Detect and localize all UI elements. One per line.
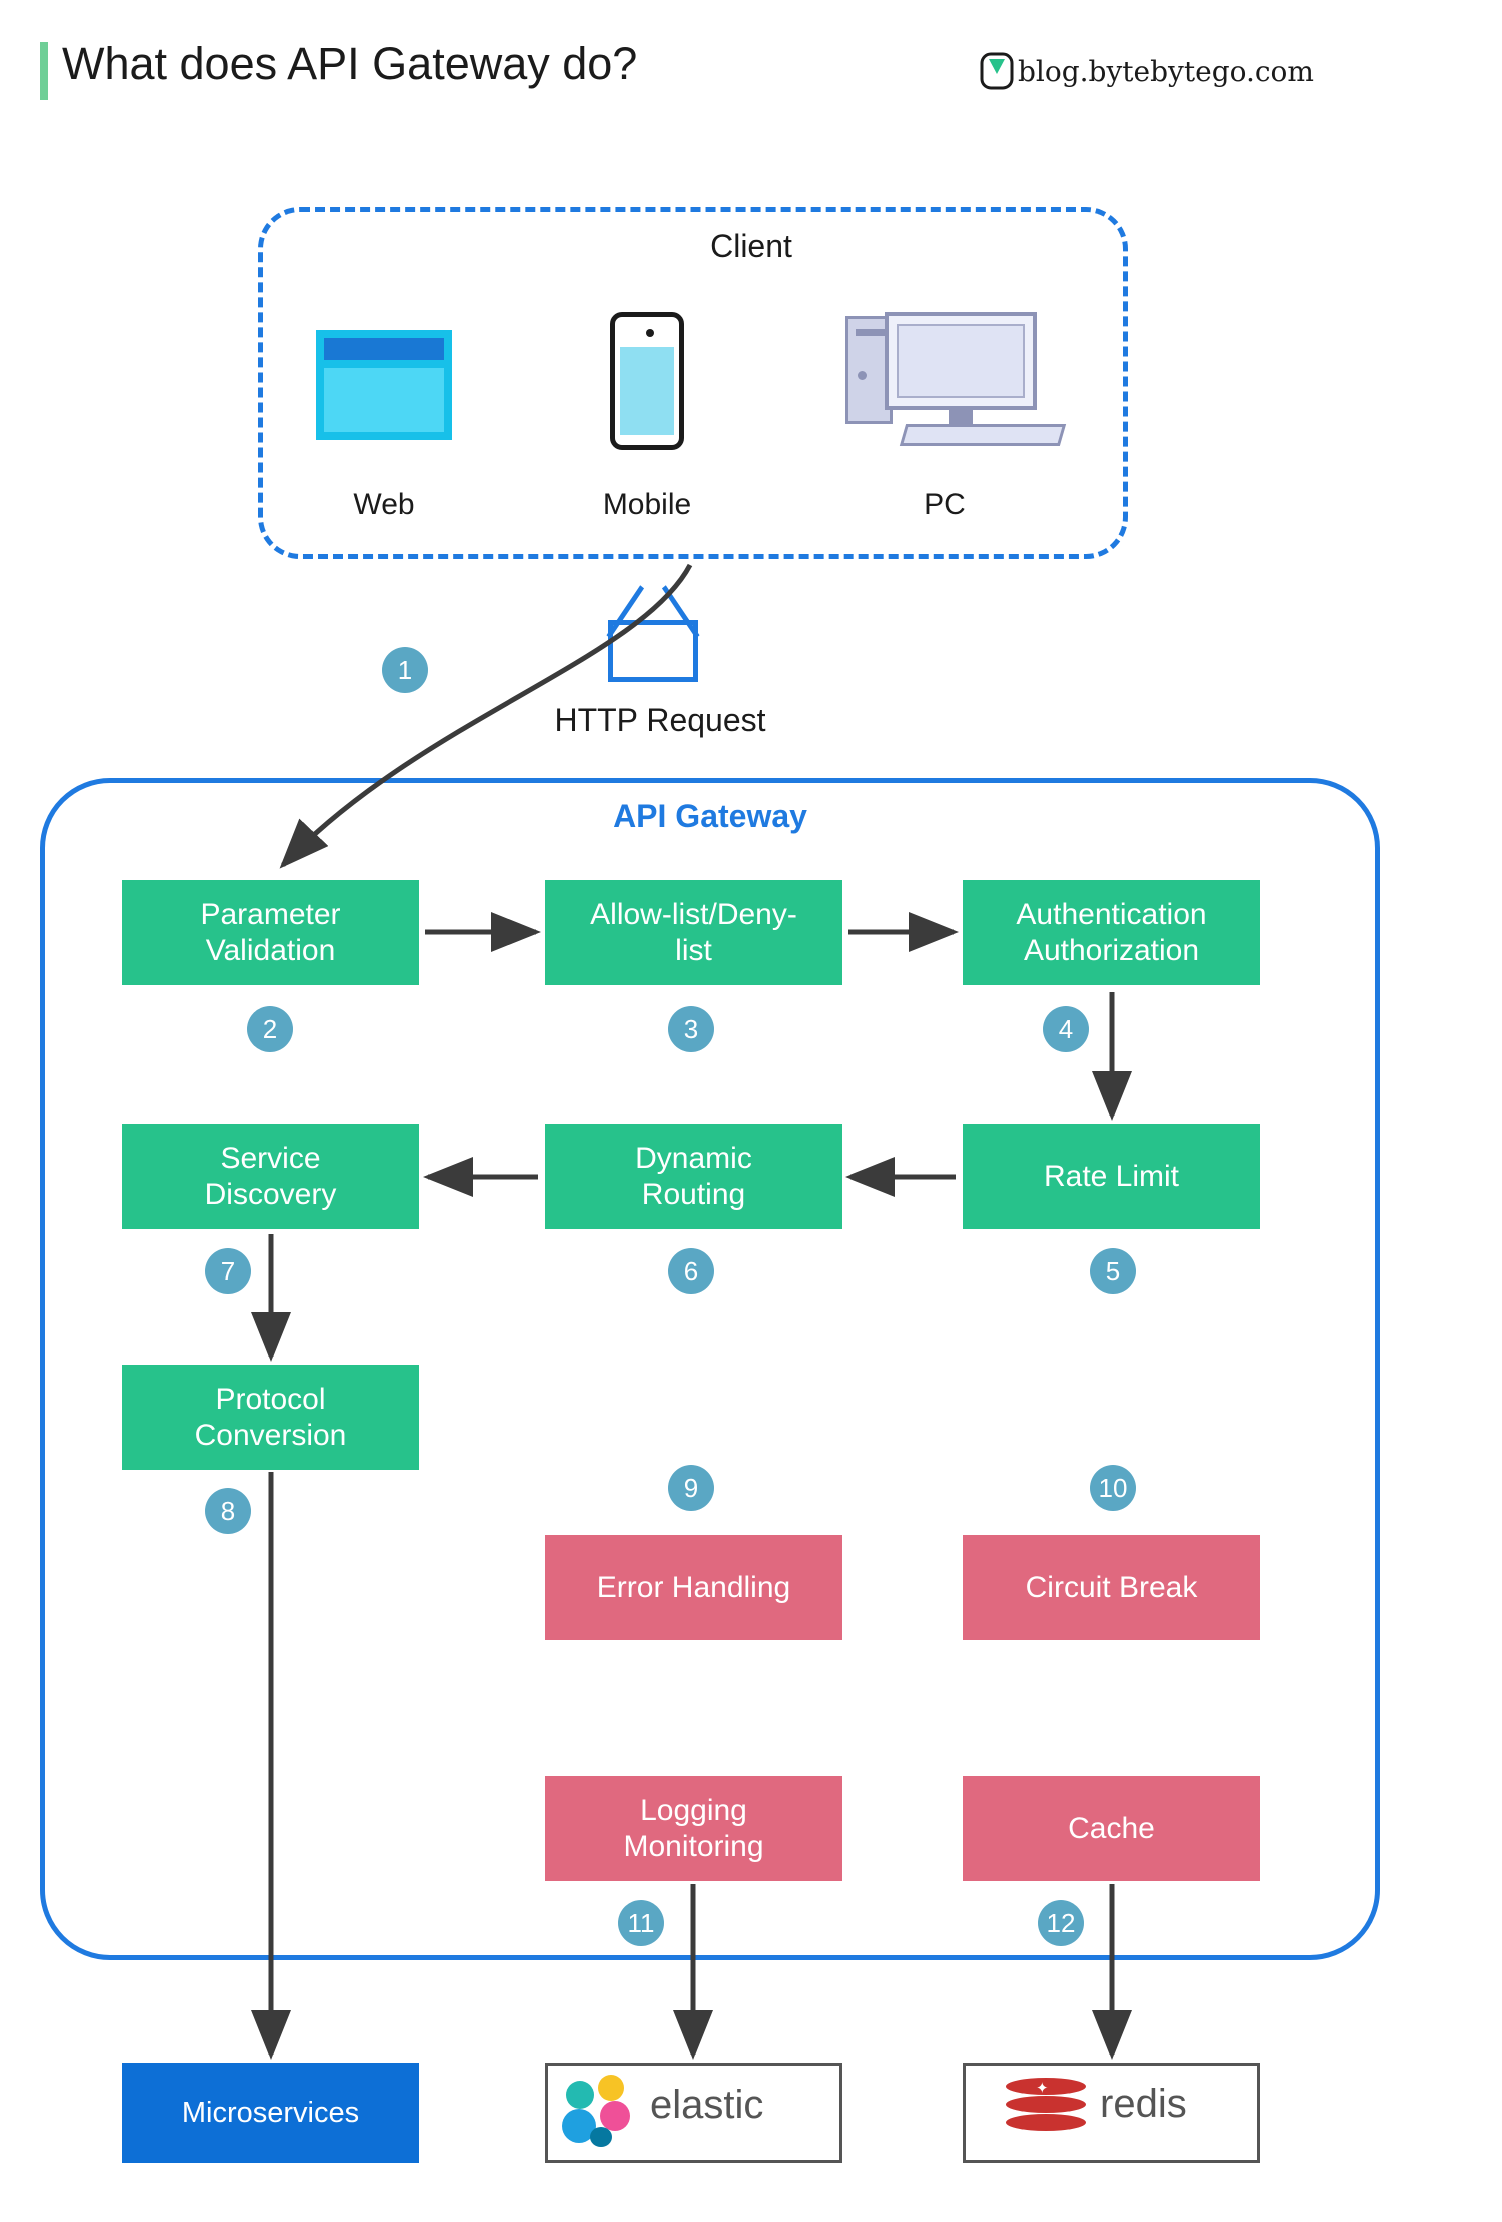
parameter-validation-line1: Parameter [200, 898, 341, 932]
target-microservices[interactable] [122, 2063, 419, 2163]
step-badge-1: 1 [382, 647, 428, 693]
microservices-label: Microservices [181, 2096, 360, 2129]
node-logging-monitoring[interactable] [545, 1776, 842, 1881]
dynamic-routing-line1: Dynamic [635, 1142, 752, 1176]
error-handling-label: Error Handling [596, 1570, 791, 1604]
logging-line2: Monitoring [623, 1829, 764, 1863]
web-browser-icon [316, 330, 452, 440]
node-dynamic-routing[interactable] [545, 1124, 842, 1229]
step-badge-12: 12 [1038, 1900, 1084, 1946]
service-discovery-line1: Service [220, 1142, 321, 1176]
elastic-logo-icon [560, 2075, 632, 2147]
redis-label: redis [1100, 2082, 1187, 2126]
dynamic-routing-line2: Routing [641, 1177, 746, 1211]
pc-desktop-icon [845, 312, 1065, 452]
node-cache[interactable] [963, 1776, 1260, 1881]
node-allow-deny-list[interactable] [545, 880, 842, 985]
step-badge-5: 5 [1090, 1248, 1136, 1294]
bytebytego-logo-icon [980, 52, 1014, 90]
step-badge-11: 11 [618, 1900, 664, 1946]
redis-logo-icon: ✦ [1006, 2078, 1086, 2144]
elastic-label: elastic [650, 2083, 764, 2127]
api-gateway-title: API Gateway [613, 798, 807, 834]
step-badge-4: 4 [1043, 1006, 1089, 1052]
step-badge-9: 9 [668, 1465, 714, 1511]
title-accent-bar [40, 42, 48, 100]
rate-limit-label: Rate Limit [1043, 1159, 1180, 1193]
circuit-break-label: Circuit Break [1025, 1570, 1198, 1604]
node-authentication-authorization[interactable] [963, 880, 1260, 985]
service-discovery-line2: Discovery [204, 1177, 337, 1211]
cache-label: Cache [1068, 1811, 1155, 1845]
auth-line1: Authentication [1016, 898, 1207, 932]
step-badge-2: 2 [247, 1006, 293, 1052]
parameter-validation-line2: Validation [205, 933, 336, 967]
node-service-discovery[interactable] [122, 1124, 419, 1229]
brand [980, 52, 1314, 90]
step-badge-7: 7 [205, 1248, 251, 1294]
brand-text: blog.bytebytego.com [1018, 54, 1314, 88]
page-title: What does API Gateway do? [62, 38, 638, 89]
http-request-label: HTTP Request [554, 702, 766, 738]
protocol-conversion-line1: Protocol [215, 1383, 326, 1417]
step-badge-6: 6 [668, 1248, 714, 1294]
allow-deny-line2: list [675, 933, 712, 967]
auth-line2: Authorization [1023, 933, 1200, 967]
logging-line1: Logging [640, 1794, 747, 1828]
pc-label: PC [924, 488, 966, 521]
node-rate-limit[interactable] [963, 1124, 1260, 1229]
allow-deny-line1: Allow-list/Deny- [590, 898, 797, 932]
node-protocol-conversion[interactable] [122, 1365, 419, 1470]
node-parameter-validation[interactable] [122, 880, 419, 985]
mobile-phone-icon [610, 312, 684, 450]
mobile-label: Mobile [602, 488, 692, 521]
protocol-conversion-line2: Conversion [194, 1418, 347, 1452]
step-badge-8: 8 [205, 1488, 251, 1534]
step-badge-10: 10 [1090, 1465, 1136, 1511]
step-badge-3: 3 [668, 1006, 714, 1052]
envelope-icon [608, 620, 698, 682]
node-error-handling[interactable] [545, 1535, 842, 1640]
client-label: Client [710, 228, 792, 264]
web-label: Web [353, 488, 415, 521]
node-circuit-break[interactable] [963, 1535, 1260, 1640]
